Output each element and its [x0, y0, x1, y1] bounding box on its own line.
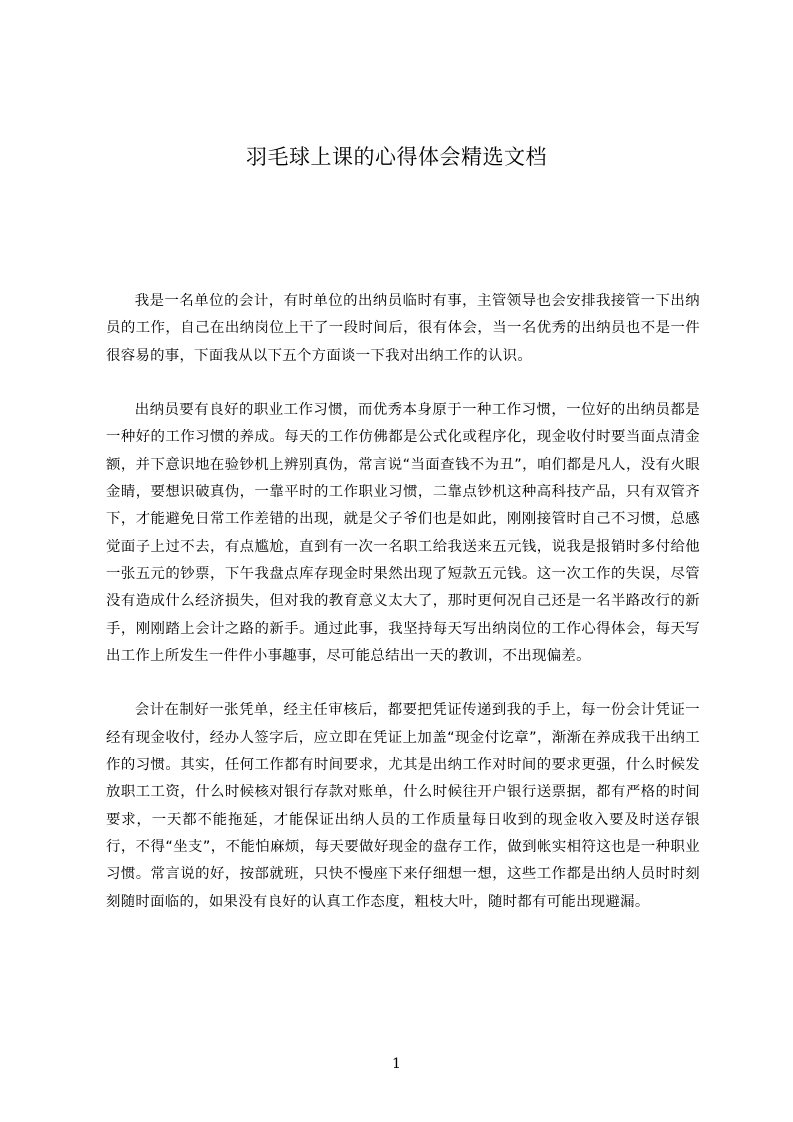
- document-body: [106, 288, 700, 916]
- page-number: 1: [392, 1056, 401, 1072]
- paragraph-work-habits: 出纳员要有良好的职业工作习惯，而优秀本身原于一种工作习惯，一位好的出纳员都是一种好的工作习惯的养成。每天的工作仿佛都是公式化或程序化，现金收付时要当面点清金额，并下意识地在验钞机上辨别真伪，常言说“当面查钱不为丑”，咱们都是凡人，没有火眼金睛，要想识破真伪，一靠平时的工作职业习惯，二靠点钞机这种高科技产品，只有双管齐下，才能避免日常工作差错的出现，就是父子爷们也是如此，刚刚接管时自己不习惯，总感觉面子上过不去，有点尴尬，直到有一次一名职工给我送来五元钱，说我是报销时多付给他一张五元的钞票，下午我盘点库存现金时果然出现了短款五元钱。这一次工作的失误，尽管没有造成什么经济损失，但对我的教育意义太大了，那时更何况自己还是一名半路改行的新手，刚刚踏上会计之路的新手。通过此事，我坚持每天写出纳岗位的工作心得体会，每天写出工作上所发生一件件小事趣事，尽可能总结出一天的教训，不出现偏差。: [106, 402, 700, 664]
- document-title: 羽毛球上课的心得体会精选文档: [246, 145, 547, 169]
- paragraph-intro: 我是一名单位的会计，有时单位的出纳员临时有事，主管领导也会安排我接管一下出纳员的工作，自己在出纳岗位上干了一段时间后，很有体会，当一名优秀的出纳员也不是一件很容易的事，下面我从以下五个方面谈一下我对出纳工作的认识。: [106, 293, 700, 364]
- paragraph-time-requirements: 会计在制好一张凭单，经主任审核后，都要把凭证传递到我的手上，每一份会计凭证一经有现金收付，经办人签字后，应立即在凭证上加盖“现金付讫章”，渐渐在养成我干出纳工作的习惯。其实，任何工作都有时间要求，尤其是出纳工作对时间的要求更强，什么时候发放职工工资，什么时候核对银行存款对账单，什么时候往开户银行送票据，都有严格的时间要求，一天都不能拖延，才能保证出纳人员的工作质量每日收到的现金收入要及时送存银行，不得“坐支”，不能怕麻烦，每天要做好现金的盘存工作，做到帐实相符这也是一种职业习惯。常言说的好，按部就班，只快不慢座下来仔细想一想，这些工作都是出纳人员时时刻刻随时面临的，如果没有良好的认真工作态度，粗枝大叶，随时都有可能出现避漏。: [106, 702, 700, 910]
